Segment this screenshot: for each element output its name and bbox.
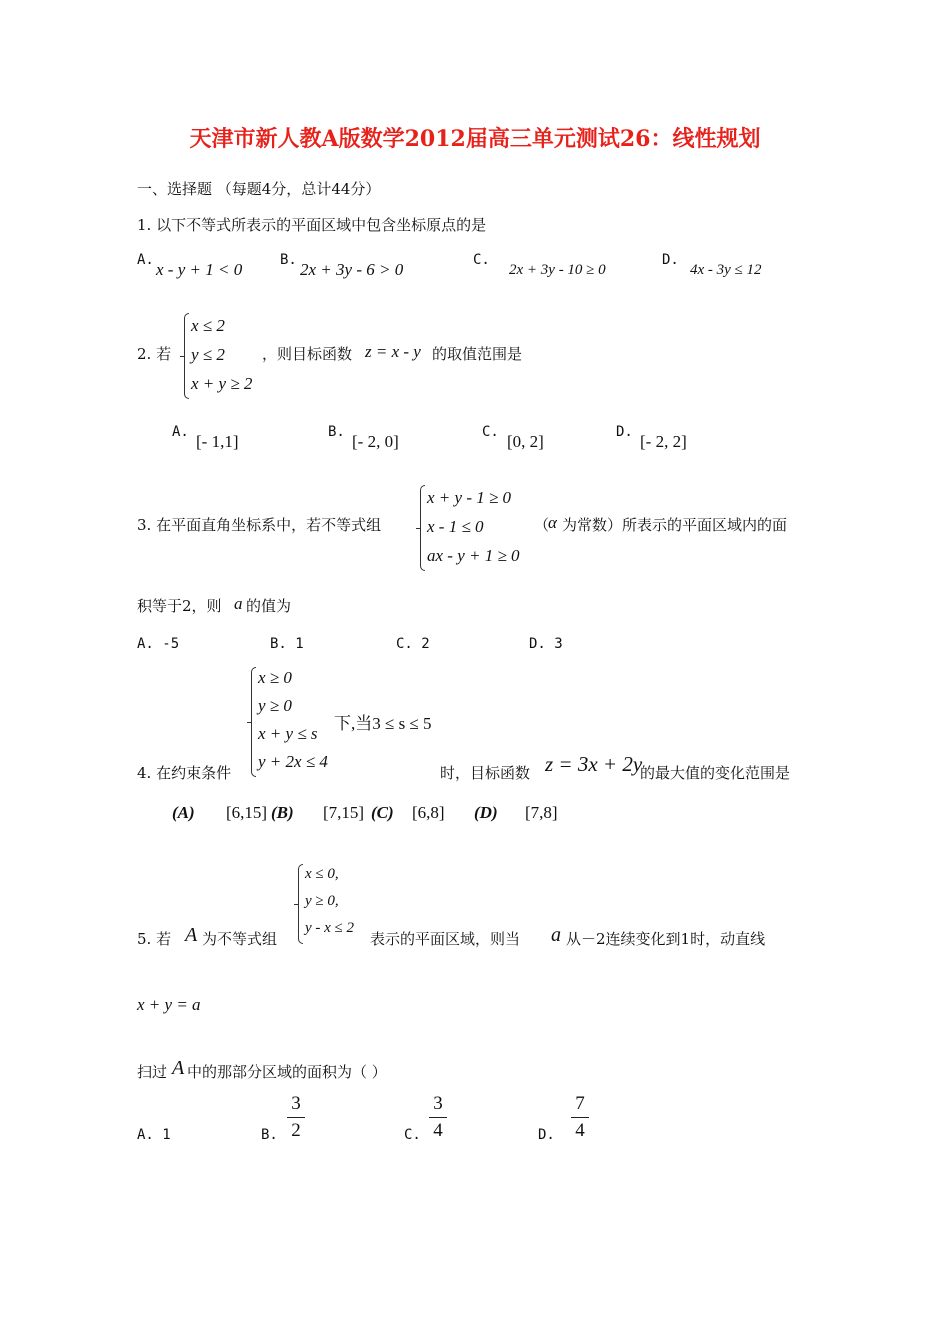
q2-option-d-label: D. (616, 424, 633, 440)
q4-option-c-value: [6,8] (412, 803, 445, 822)
q2-option-a-expr: [- 1,1] (196, 432, 239, 451)
q3-paren-open: （ (534, 516, 550, 534)
q3-text-4a: 积等于2，则 (137, 597, 222, 615)
q3-text-4b: 的值为 (246, 597, 292, 615)
q4-system-brace (251, 667, 256, 777)
q5-text-3: 表示的平面区域，则当 (370, 930, 521, 948)
q3-text-3: 为常数）所表示的平面区域内的面 (562, 516, 788, 534)
q5-option-c-numerator: 3 (433, 1093, 443, 1114)
q3-system-line-3: ax - y + 1 ≥ 0 (427, 546, 520, 565)
q3-system-brace (420, 485, 425, 571)
q5-option-a: A. 1 (137, 1127, 171, 1143)
q3-option-b: B. 1 (270, 636, 304, 652)
q1-option-a-expr: x - y + 1 < 0 (156, 260, 243, 279)
q5-system (305, 861, 354, 942)
q4-system-line-4: y + 2x ≤ 4 (258, 752, 328, 771)
q5-option-d-numerator: 7 (575, 1093, 585, 1114)
q5-system-line-2: y ≥ 0, (305, 893, 339, 909)
q5-var-A-2: A (172, 1057, 185, 1079)
q4-option-d-label: (D) (474, 803, 498, 822)
question-1-stem: 1. 以下不等式所表示的平面区域中包含坐标原点的是 (137, 216, 487, 234)
q2-system-brace (184, 313, 189, 399)
q4-system (258, 664, 328, 776)
question-2-number: 2. 若 (137, 345, 172, 363)
q4-text-3: 的最大值的变化范围是 (640, 764, 791, 782)
q5-text-2: 为不等式组 (202, 930, 278, 948)
q4-system-line-2: y ≥ 0 (258, 696, 292, 715)
q2-objective: z = x - y (365, 342, 421, 361)
q1-option-b-label: B. (280, 252, 297, 268)
q5-text-5b: 中的那部分区域的面积为（ ） (187, 1063, 387, 1081)
q1-option-c-label: C. (473, 252, 490, 268)
q4-option-b-label: (B) (271, 803, 294, 822)
q4-option-a-value: [6,15] (226, 803, 268, 822)
q3-var-a: a (234, 594, 243, 613)
q2-option-d-expr: [- 2, 2] (640, 432, 687, 451)
question-4-stem: 4. 在约束条件 (137, 764, 232, 782)
q2-option-a-label: A. (172, 424, 189, 440)
q2-option-c-label: C. (482, 424, 499, 440)
q2-system-line-3: x + y ≥ 2 (191, 374, 253, 393)
q2-text-1: ，则目标函数 (262, 345, 353, 363)
q3-option-a: A. -5 (137, 636, 180, 652)
q4-condition: 下,当3 ≤ s ≤ 5 (334, 714, 432, 733)
q1-option-d-label: D. (662, 252, 679, 268)
q4-system-line-3: x + y ≤ s (258, 724, 318, 743)
q4-option-c-label: (C) (371, 803, 394, 822)
q5-moving-line: x + y = a (137, 995, 201, 1014)
q4-option-b-value: [7,15] (323, 803, 365, 822)
q5-system-brace (298, 864, 303, 944)
q5-option-d-fraction (571, 1093, 589, 1142)
q2-system (191, 311, 252, 398)
q5-var-A: A (185, 924, 198, 946)
q5-option-b-fraction (287, 1093, 305, 1142)
q4-objective: z = 3x + 2y (545, 752, 643, 776)
q1-option-a-label: A. (137, 252, 154, 268)
q2-system-line-1: x ≤ 2 (191, 316, 225, 335)
q4-option-d-value: [7,8] (525, 803, 558, 822)
q5-option-c-label: C. (404, 1127, 421, 1143)
q2-text-2: 的取值范围是 (432, 345, 523, 363)
q2-option-c-expr: [0, 2] (507, 432, 544, 451)
q4-text-2: 时，目标函数 (440, 764, 531, 782)
q1-option-c-expr: 2x + 3y - 10 ≥ 0 (509, 262, 606, 278)
q1-option-b-expr: 2x + 3y - 6 > 0 (300, 260, 404, 279)
q5-option-c-fraction (429, 1093, 447, 1142)
question-5-stem: 5. 若 (137, 930, 172, 948)
q5-option-d-label: D. (538, 1127, 555, 1143)
q2-system-line-2: y ≤ 2 (191, 345, 225, 364)
q5-option-b-numerator: 3 (291, 1093, 301, 1114)
q2-option-b-label: B. (328, 424, 345, 440)
q3-system-line-1: x + y - 1 ≥ 0 (427, 488, 512, 507)
q5-option-b-label: B. (261, 1127, 278, 1143)
q4-system-line-1: x ≥ 0 (258, 668, 292, 687)
q2-option-b-expr: [- 2, 0] (352, 432, 399, 451)
q3-option-c: C. 2 (396, 636, 430, 652)
q5-system-line-1: x ≤ 0, (305, 866, 339, 882)
q4-option-a-label: (A) (172, 803, 195, 822)
document-title: 天津市新人教A版数学2012届高三单元测试26：线性规划 (189, 126, 761, 152)
question-3-stem: 3. 在平面直角坐标系中，若不等式组 (137, 516, 382, 534)
q5-option-d-denominator: 4 (575, 1120, 585, 1142)
q3-option-d: D. 3 (529, 636, 563, 652)
q3-alpha: α (548, 513, 557, 532)
q5-var-a: a (551, 924, 561, 946)
q5-option-c-denominator: 4 (433, 1120, 443, 1142)
q5-text-4: 从－2连续变化到1时，动直线 (566, 930, 766, 948)
q5-text-5a: 扫过 (137, 1063, 168, 1081)
q5-option-b-denominator: 2 (291, 1120, 301, 1142)
q1-option-d-expr: 4x - 3y ≤ 12 (690, 262, 762, 278)
section-heading: 一、选择题 （每题4分，总计44分） (137, 180, 381, 198)
q5-system-line-3: y - x ≤ 2 (305, 920, 355, 936)
q3-system-line-2: x - 1 ≤ 0 (427, 517, 484, 536)
q3-system (427, 483, 520, 570)
